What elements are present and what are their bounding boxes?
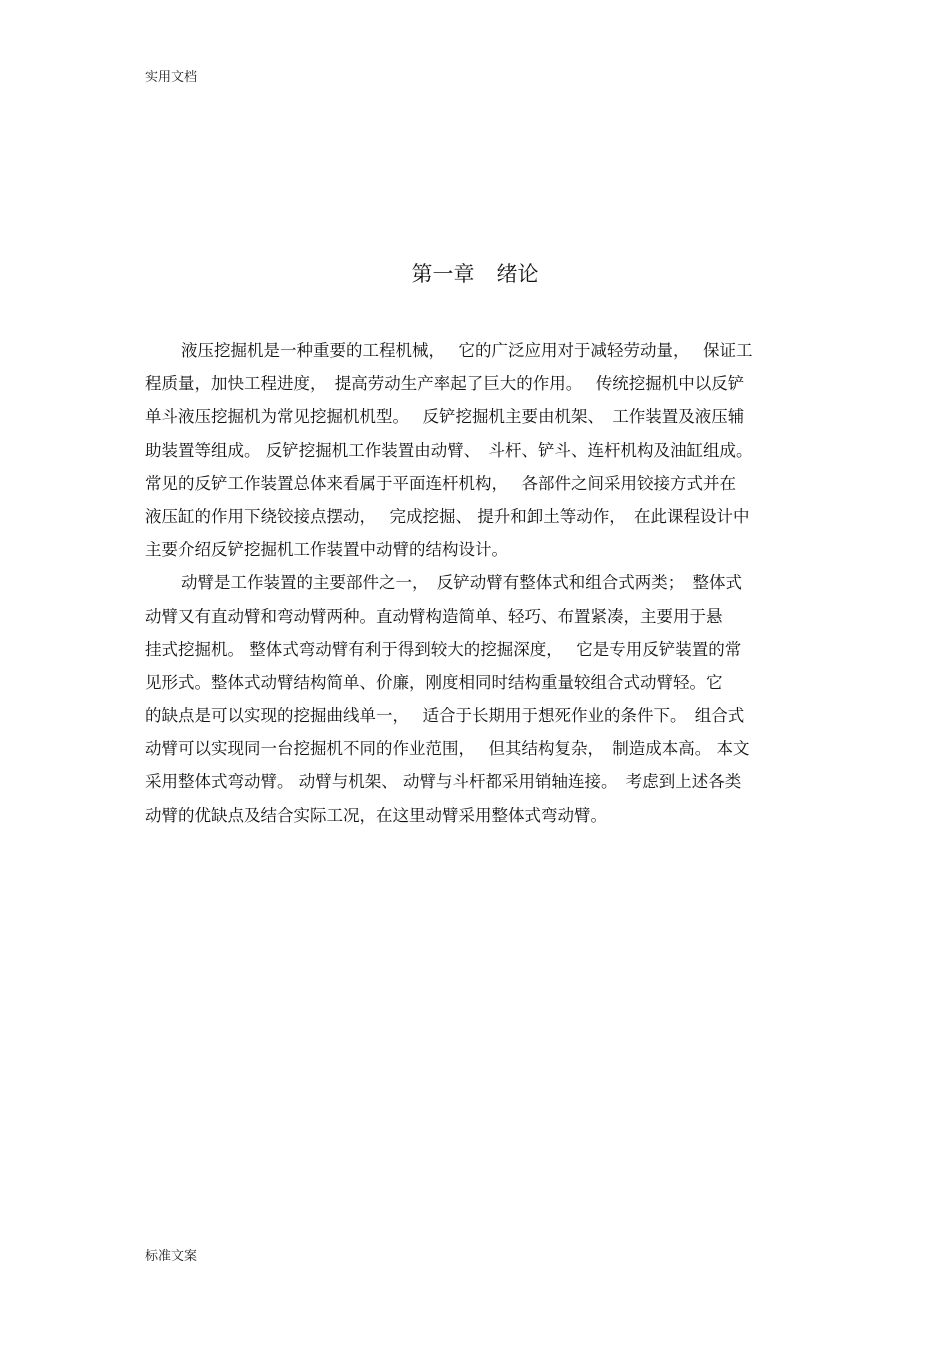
text-line: 动臂的优缺点及结合实际工况，在这里动臂采用整体式弯动臂。 [145, 805, 607, 825]
paragraph-introduction [145, 334, 810, 566]
text-line: 采用整体式弯动臂。 动臂与机架、 动臂与斗杆都采用销轴连接。 考虑到上述各类 [145, 772, 742, 792]
text-line: 助装置等组成。 反铲挖掘机工作装置由动臂、 斗杆、铲斗、连杆机构及油缸组成。 [145, 440, 753, 460]
text-line: 液压缸的作用下绕铰接点摆动， 完成挖掘、 提升和卸土等动作， 在此课程设计中 [145, 506, 750, 526]
text-line: 动臂可以实现同一台挖掘机不同的作业范围， 但其结构复杂， 制造成本高。 本文 [145, 739, 750, 759]
text-line: 见形式。整体式动臂结构简单、价廉，刚度相同时结构重量较组合式动臂轻。它 [145, 672, 723, 692]
text-line: 动臂是工作装置的主要部件之一， 反铲动臂有整体式和组合式两类； 整体式 [181, 573, 742, 593]
text-line: 主要介绍反铲挖掘机工作装置中动臂的结构设计。 [145, 540, 508, 560]
page-footer-label: 标准文案 [145, 1249, 198, 1264]
text-line: 单斗液压挖掘机为常见挖掘机机型。 反铲挖掘机主要由机架、 工作装置及液压辅 [145, 407, 745, 427]
text-line: 挂式挖掘机。 整体式弯动臂有利于得到较大的挖掘深度， 它是专用反铲装置的常 [145, 639, 742, 659]
paragraph-boom-design [145, 566, 810, 832]
text-line: 动臂又有直动臂和弯动臂两种。直动臂构造简单、轻巧、布置紧凑，主要用于悬 [145, 606, 723, 626]
chapter-number: 第一章 [411, 262, 475, 286]
text-line: 常见的反铲工作装置总体来看属于平面连杆机构， 各部件之间采用铰接方式并在 [145, 473, 736, 493]
text-line: 程质量，加快工程进度， 提高劳动生产率起了巨大的作用。 传统挖掘机中以反铲 [145, 374, 745, 394]
chapter-heading [0, 259, 950, 289]
chapter-title: 绪论 [496, 262, 539, 286]
chapter-body [145, 334, 810, 832]
text-line: 的缺点是可以实现的挖掘曲线单一， 适合于长期用于想死作业的条件下。 组合式 [145, 706, 745, 726]
text-line: 液压挖掘机是一种重要的工程机械， 它的广泛应用对于减轻劳动量， 保证工 [181, 341, 753, 360]
page-header-label: 实用文档 [145, 70, 198, 85]
